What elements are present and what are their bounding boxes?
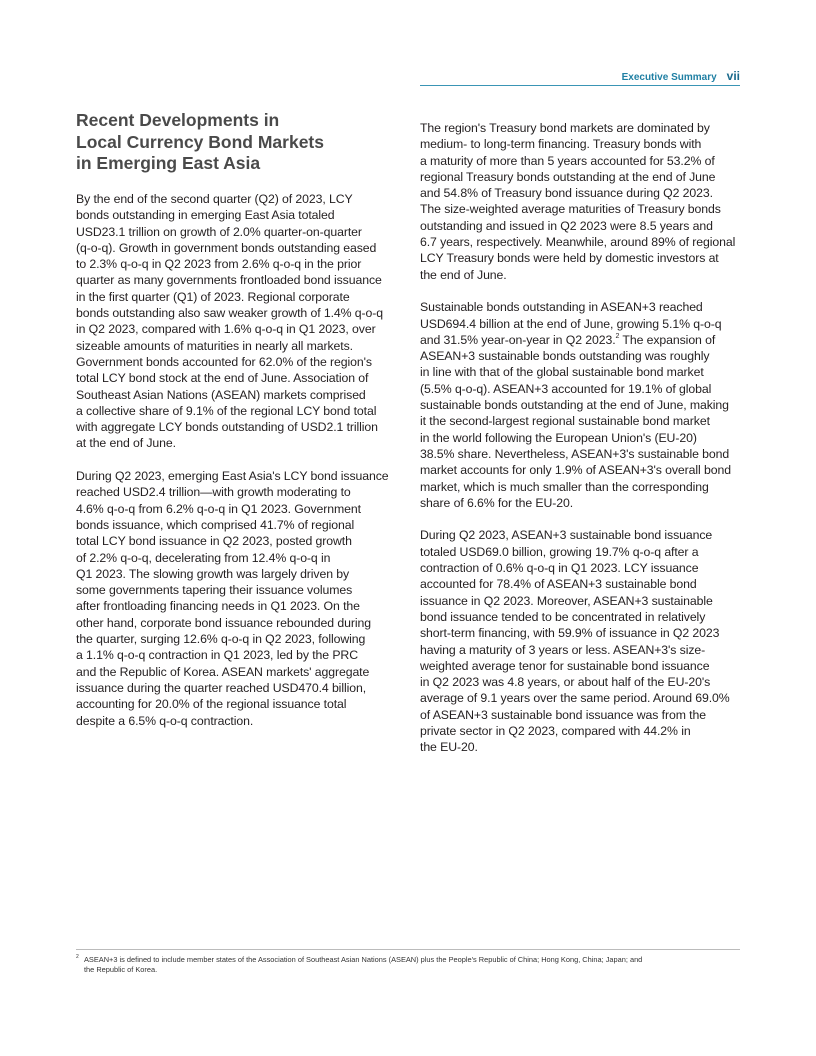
text-line xyxy=(420,609,735,625)
text-line xyxy=(420,625,735,641)
line-text: and 54.8% of Treasury bond issuance during Q2 2023. xyxy=(420,186,713,201)
heading-line: Local Currency Bond Markets xyxy=(76,131,324,152)
text-line xyxy=(76,191,389,207)
line-text: after frontloading financing needs in Q1 2023. On the xyxy=(76,599,360,614)
line-text: Southeast Asian Nations (ASEAN) markets comprised xyxy=(76,387,366,402)
text-line xyxy=(76,305,389,321)
text-line xyxy=(420,201,735,217)
line-text: ASEAN+3 sustainable bonds outstanding was roughly xyxy=(420,349,710,364)
line-text: outstanding and issued in Q2 2023 were 8.5 years and xyxy=(420,218,713,233)
text-line xyxy=(76,387,389,403)
text-line xyxy=(76,680,389,696)
line-text: of 2.2% q-o-q, decelerating from 12.4% q-o-q in xyxy=(76,550,331,565)
line-text: contraction of 0.6% q-o-q in Q1 2023. LCY issuance xyxy=(420,561,699,576)
line-text: 38.5% share. Nevertheless, ASEAN+3's sustainable bond xyxy=(420,446,730,461)
line-text: During Q2 2023, ASEAN+3 sustainable bond issuance xyxy=(420,528,713,543)
line-text: some governments tapering their issuance volumes xyxy=(76,583,353,598)
text-line xyxy=(76,517,389,533)
page-number: vii xyxy=(726,69,740,83)
text-line xyxy=(76,272,389,288)
line-text: in Q2 2023 was 4.8 years, or about half of the EU-20's xyxy=(420,675,711,690)
line-text: private sector in Q2 2023, compared with 44.2% in xyxy=(420,723,691,738)
text-line xyxy=(420,576,735,592)
line-text: 4.6% q-o-q from 6.2% q-o-q in Q1 2023. Government xyxy=(76,501,361,516)
line-text: to 2.3% q-o-q in Q2 2023 from 2.6% q-o-q in the prior xyxy=(76,257,362,272)
line-text: During Q2 2023, emerging East Asia's LCY bond issuance xyxy=(76,469,389,484)
text-line xyxy=(420,479,735,495)
line-text: By the end of the second quarter (Q2) of 2023, LCY xyxy=(76,192,353,206)
line-text: a 1.1% q-o-q contraction in Q1 2023, led by the PRC xyxy=(76,648,358,663)
line-text: accounting for 20.0% of the regional issuance total xyxy=(76,697,347,712)
text-line xyxy=(420,332,735,348)
line-text: at the end of June. xyxy=(76,436,176,451)
line-text: bond issuance tended to be concentrated in relatively xyxy=(420,609,706,624)
line-text: short-term financing, with 59.9% of issuance in Q2 2023 xyxy=(420,626,720,641)
text-line xyxy=(420,642,735,658)
text-line xyxy=(76,566,389,582)
text-line xyxy=(76,435,389,451)
line-text: other hand, corporate bond issuance rebounded during xyxy=(76,615,371,630)
text-line xyxy=(76,696,389,712)
heading-line: in Emerging East Asia xyxy=(76,153,261,173)
line-text: a maturity of more than 5 years accounted for 53.2% of xyxy=(420,153,715,168)
line-text: bonds outstanding also saw weaker growth of 1.4% q-o-q xyxy=(76,306,383,321)
text-line xyxy=(420,430,735,446)
text-line xyxy=(420,234,735,250)
text-line xyxy=(420,674,735,690)
line-text: market, which is much smaller than the corresponding xyxy=(420,479,709,494)
text-line xyxy=(76,484,389,500)
line-text: bonds outstanding in emerging East Asia totaled xyxy=(76,208,335,223)
text-line xyxy=(420,185,735,201)
text-line xyxy=(420,544,735,560)
text-line xyxy=(420,462,735,478)
footnote-line: the Republic of Korea. xyxy=(84,964,158,974)
text-line xyxy=(420,299,735,315)
text-line xyxy=(76,550,389,566)
text-line xyxy=(420,593,735,609)
line-text: share of 6.6% for the EU-20. xyxy=(420,495,574,510)
paragraph xyxy=(76,191,389,452)
line-text: quarter as many governments frontloaded bond issuance xyxy=(76,273,382,288)
line-text: the EU-20. xyxy=(420,740,478,755)
left-column xyxy=(76,191,389,745)
line-text: issuance during the quarter reached USD470.4 billion, xyxy=(76,680,367,695)
line-text: (q-o-q). Growth in government bonds outstanding eased xyxy=(76,240,377,255)
line-text: bonds issuance, which comprised 41.7% of regional xyxy=(76,517,355,532)
line-text: despite a 6.5% q-o-q contraction. xyxy=(76,713,254,728)
footnote xyxy=(76,955,642,974)
text-line xyxy=(76,713,389,729)
text-line xyxy=(420,169,735,185)
text-line xyxy=(420,136,735,152)
line-text: of ASEAN+3 sustainable bond issuance was from the xyxy=(420,707,706,722)
line-text: medium- to long-term financing. Treasury bonds with xyxy=(420,137,702,152)
line-text: with aggregate LCY bonds outstanding of USD2.1 trillion xyxy=(76,420,378,435)
text-line xyxy=(420,397,735,413)
line-text: LCY Treasury bonds were held by domestic investors at xyxy=(420,251,719,266)
line-text: The expansion of xyxy=(619,332,716,347)
text-line xyxy=(420,364,735,380)
line-text: in the world following the European Union's (EU-20) xyxy=(420,430,697,445)
paragraph xyxy=(420,120,735,283)
footnote-marker: 2 xyxy=(76,954,79,960)
line-text: in the first quarter (Q1) of 2023. Regional corporate xyxy=(76,289,350,304)
line-text: it the second-largest regional sustainable bond market xyxy=(420,414,710,429)
line-text: Government bonds accounted for 62.0% of the region's xyxy=(76,354,372,369)
line-text: sizeable amounts of maturities in nearly all markets. xyxy=(76,338,353,353)
line-text: USD23.1 trillion on growth of 2.0% quarter-on-quarter xyxy=(76,224,362,239)
text-line xyxy=(76,647,389,663)
line-text: accounted for 78.4% of ASEAN+3 sustainable bond xyxy=(420,577,697,592)
text-line xyxy=(76,289,389,305)
line-text: regional Treasury bonds outstanding at the end of June xyxy=(420,169,716,184)
line-text: USD694.4 billion at the end of June, growing 5.1% q-o-q xyxy=(420,316,722,331)
text-line xyxy=(76,533,389,549)
line-text: in line with that of the global sustainable bond market xyxy=(420,365,704,380)
footnote-rule xyxy=(76,949,740,950)
text-line xyxy=(420,723,735,739)
line-text: The region's Treasury bond markets are dominated by xyxy=(420,121,710,135)
text-line xyxy=(76,598,389,614)
text-line xyxy=(76,240,389,256)
text-line xyxy=(420,267,735,283)
text-line xyxy=(76,224,389,240)
heading-line: Recent Developments in xyxy=(76,110,280,130)
line-text: average of 9.1 years over the same period. Around 69.0% xyxy=(420,691,730,706)
line-text: Sustainable bonds outstanding in ASEAN+3 reached xyxy=(420,300,703,315)
footnote-line: ASEAN+3 is defined to include member states of the Association of Southeast Asian Nations (ASEAN) plus the People's Republic of China; Hong Kong, China; Japan; and xyxy=(84,955,643,964)
line-text: sustainable bonds outstanding at the end of June, making xyxy=(420,398,729,413)
text-line xyxy=(420,739,735,755)
text-line xyxy=(420,413,735,429)
footnote-reference[interactable]: 2 xyxy=(615,332,620,340)
line-text: issuance in Q2 2023. Moreover, ASEAN+3 sustainable xyxy=(420,593,713,608)
text-line xyxy=(76,631,389,647)
text-line xyxy=(420,250,735,266)
header-rule xyxy=(420,85,740,86)
text-line xyxy=(76,256,389,272)
text-line xyxy=(420,527,735,543)
text-line xyxy=(76,468,389,484)
paragraph xyxy=(420,299,735,511)
text-line xyxy=(420,560,735,576)
text-line xyxy=(420,348,735,364)
paragraph xyxy=(76,468,389,729)
text-line xyxy=(420,495,735,511)
line-text: and the Republic of Korea. ASEAN markets' aggregate xyxy=(76,664,370,679)
text-line xyxy=(76,354,389,370)
text-line xyxy=(420,381,735,397)
line-text: total LCY bond issuance in Q2 2023, posted growth xyxy=(76,534,352,549)
text-line xyxy=(420,316,735,332)
text-line xyxy=(420,707,735,723)
text-line xyxy=(420,446,735,462)
right-column xyxy=(420,120,735,772)
section-title: Executive Summary xyxy=(621,72,717,83)
section-heading xyxy=(76,110,324,175)
text-line xyxy=(76,338,389,354)
line-text: totaled USD69.0 billion, growing 19.7% q-o-q after a xyxy=(420,544,699,559)
text-line xyxy=(76,582,389,598)
line-text: the quarter, surging 12.6% q-o-q in Q2 2023, following xyxy=(76,632,366,647)
text-line xyxy=(76,370,389,386)
running-header xyxy=(622,69,740,83)
line-text: market accounts for only 1.9% of ASEAN+3's overall bond xyxy=(420,463,731,478)
text-line xyxy=(76,207,389,223)
text-line xyxy=(420,120,735,136)
paragraph xyxy=(420,527,735,755)
line-text: reached USD2.4 trillion—with growth moderating to xyxy=(76,485,351,500)
line-text: in Q2 2023, compared with 1.6% q-o-q in Q1 2023, over xyxy=(76,322,376,337)
line-text: having a maturity of 3 years or less. ASEAN+3's size- xyxy=(420,642,706,657)
text-line xyxy=(420,658,735,674)
line-text: total LCY bond stock at the end of June. Association of xyxy=(76,371,369,386)
line-text: weighted average tenor for sustainable bond issuance xyxy=(420,658,710,673)
line-text: The size-weighted average maturities of Treasury bonds xyxy=(420,202,721,217)
text-line xyxy=(420,153,735,169)
line-text: a collective share of 9.1% of the regional LCY bond total xyxy=(76,403,377,418)
text-line xyxy=(76,501,389,517)
text-line xyxy=(420,218,735,234)
line-text: (5.5% q-o-q). ASEAN+3 accounted for 19.1% of global xyxy=(420,381,712,396)
text-line xyxy=(420,690,735,706)
line-text: 6.7 years, respectively. Meanwhile, around 89% of regional xyxy=(420,235,736,250)
line-text: the end of June. xyxy=(420,267,507,282)
line-text: and 31.5% year-on-year in Q2 2023. xyxy=(420,332,616,347)
text-line xyxy=(76,664,389,680)
text-line xyxy=(76,321,389,337)
text-line xyxy=(76,419,389,435)
text-line xyxy=(76,615,389,631)
line-text: Q1 2023. The slowing growth was largely driven by xyxy=(76,566,350,581)
text-line xyxy=(76,403,389,419)
